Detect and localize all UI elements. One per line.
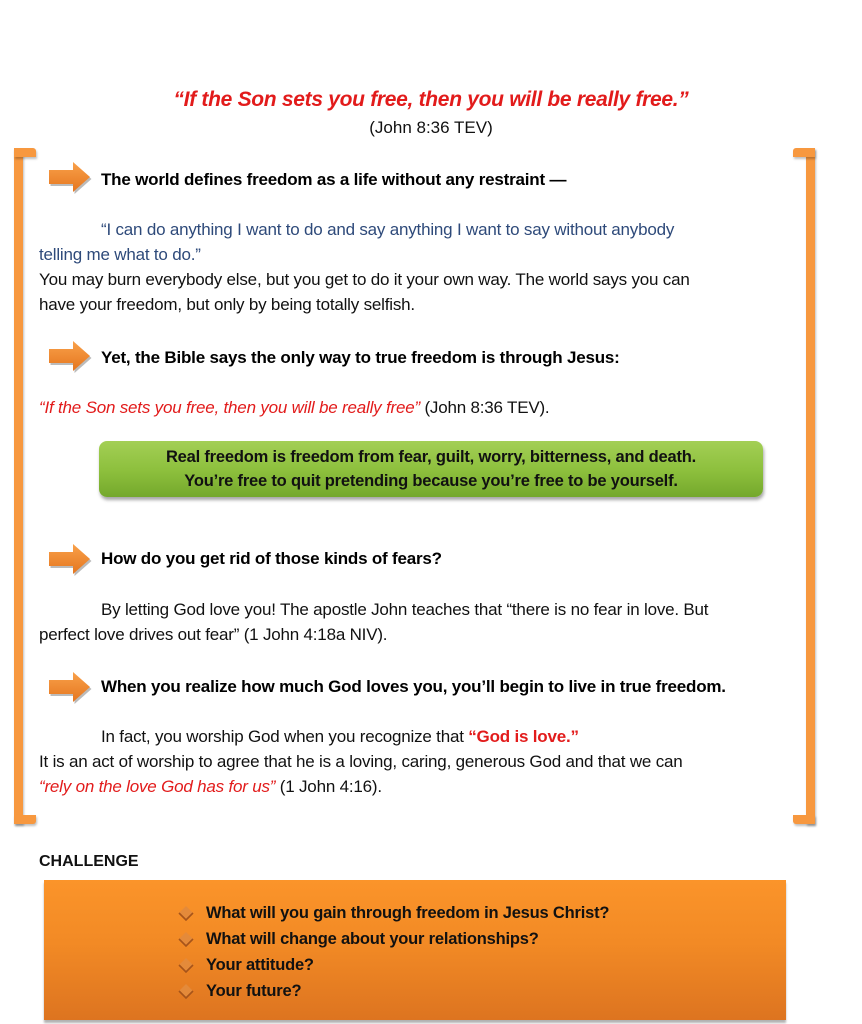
worship-body xyxy=(39,724,799,799)
diamond-bullet-icon xyxy=(178,905,194,921)
challenge-item-text: Your attitude? xyxy=(206,955,314,974)
challenge-item xyxy=(178,901,609,925)
world-quote-line: telling me what to do.” xyxy=(39,245,201,264)
title-reference: (John 8:36 TEV) xyxy=(369,118,493,137)
verse-reference: (John 8:36 TEV). xyxy=(419,398,550,417)
callout-box xyxy=(99,441,763,497)
body-line: have your freedom, but only by being totally selfish. xyxy=(39,295,415,314)
world-quote xyxy=(39,217,799,267)
challenge-item xyxy=(178,979,301,1003)
world-body xyxy=(39,267,799,317)
fear-body xyxy=(39,597,799,647)
verse-text: “rely on the love God has for us” xyxy=(39,777,276,796)
callout-line: You’re free to quit pretending because you’re free to be yourself. xyxy=(184,472,678,490)
callout-line: Real freedom is freedom from fear, guilt, worry, bitterness, and death. xyxy=(165,448,697,466)
arrow-right-icon xyxy=(46,542,92,576)
verse-text: “If the Son sets you free, then you will be really free” xyxy=(39,398,420,417)
section-heading: Yet, the Bible says the only way to true freedom is through Jesus: xyxy=(101,348,620,367)
challenge-item-text: What will change about your relationships? xyxy=(206,929,539,948)
challenge-item-text: What will you gain through freedom in Jesus Christ? xyxy=(206,903,610,922)
body-line: perfect love drives out fear” (1 John 4:18a NIV). xyxy=(39,625,388,644)
arrow-right-icon xyxy=(46,670,92,704)
body-line xyxy=(39,774,799,799)
body-line: It is an act of worship to agree that he is a loving, caring, generous God and that we can xyxy=(39,752,683,771)
world-quote-line: “I can do anything I want to do and say anything I want to say without anybody xyxy=(101,220,675,239)
diamond-bullet-icon xyxy=(178,957,194,973)
bible-verse xyxy=(39,395,799,420)
title-quote: “If the Son sets you free, then you will be really free.” xyxy=(173,88,689,111)
body-line xyxy=(39,724,799,749)
section-heading: How do you get rid of those kinds of fears? xyxy=(101,549,442,568)
emphasis-text: “God is love.” xyxy=(468,727,579,746)
challenge-box xyxy=(44,880,786,1020)
body-text: In fact, you worship God when you recognize that xyxy=(101,727,469,746)
section-heading: When you realize how much God loves you, you’ll begin to live in true freedom. xyxy=(101,677,726,696)
verse-reference: (1 John 4:16). xyxy=(275,777,382,796)
section-heading: The world defines freedom as a life without any restraint — xyxy=(101,170,567,189)
diamond-bullet-icon xyxy=(178,931,194,947)
body-line: You may burn everybody else, but you get to do it your own way. The world says you can xyxy=(39,270,690,289)
challenge-item xyxy=(178,927,539,951)
challenge-heading: CHALLENGE xyxy=(39,853,139,870)
arrow-right-icon xyxy=(46,339,92,373)
diamond-bullet-icon xyxy=(178,983,194,999)
arrow-right-icon xyxy=(46,160,92,194)
challenge-item xyxy=(178,953,314,977)
challenge-item-text: Your future? xyxy=(206,981,302,1000)
body-line: By letting God love you! The apostle John teaches that “there is no fear in love. But xyxy=(101,600,709,619)
